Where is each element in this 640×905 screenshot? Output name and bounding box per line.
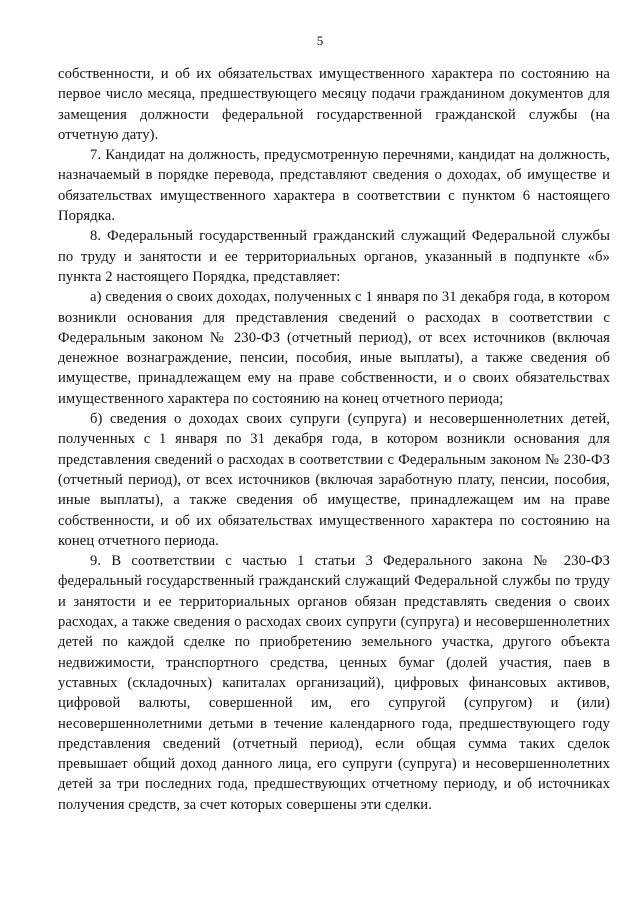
paragraph-9: 9. В соответствии с частью 1 статьи 3 Федерального закона № 230-ФЗ федеральный государственный гражданский служащий Федеральной службы по труду и занятости и ее территориальных органов обязан представлять сведения о своих расходах, а также сведения о расходах своих супруги (супруга) и несовершеннолетних детей по каждой сделке по приобретению земельного участка, другого объекта недвижимости, транспортного средства, ценных бумаг (долей участия, паев в уставных (складочных) капиталах организаций), цифровых финансовых активов, цифровой валюты, совершенной им, его супругой (супругом) и (или) несовершеннолетними детьми в течение календарного года, предшествующего году представления сведений (отчетный период), если общая сумма таких сделок превышает общий доход данного лица, его супруги (супруга) и несовершеннолетних детей за три последних года, предшествующих отчетному периоду, и об источниках получения средств, за счет которых совершены эти сделки. <box>58 553 610 813</box>
document-body <box>58 64 610 815</box>
paragraph-8: 8. Федеральный государственный гражданский служащий Федеральной службы по труду и занятости и ее территориальных органов, указанный в подпункте «б» пункта 2 настоящего Порядка, представляет: <box>58 228 610 285</box>
paragraph-7: 7. Кандидат на должность, предусмотренную перечнями, кандидат на должность, назначаемый в порядке перевода, представляют сведения о доходах, об имуществе и обязательствах имущественного характера в соответствии с пунктом 6 настоящего Порядка. <box>58 147 610 225</box>
page-number: 5 <box>316 33 324 48</box>
paragraph-continuation: собственности, и об их обязательствах имущественного характера по состоянию на первое число месяца, предшествующего месяцу подачи гражданином документов для замещения должности федеральной государственной гражданской службы (на отчетную дату). <box>58 66 610 143</box>
paragraph-8a: а) сведения о своих доходах, полученных с 1 января по 31 декабря года, в котором возникли основания для представления сведений о расходах в соответствии с Федеральным законом № 230-ФЗ (отчетный период), от всех источников (включая денежное вознаграждение, пенсии, пособия, иные выплаты), а также сведения об имуществе, принадлежащем ему на праве собственности, и о своих обязательствах имущественного характера по состоянию на конец отчетного периода; <box>58 289 610 407</box>
paragraph-8b: б) сведения о доходах своих супруги (супруга) и несовершеннолетних детей, полученных с 1 января по 31 декабря года, в котором возникли основания для представления сведений о расходах в соответствии с Федеральным законом № 230-ФЗ (отчетный период), от всех источников (включая заработную плату, пенсии, пособия, иные выплаты), а также сведения об имуществе, принадлежащем им на праве собственности, и об их обязательствах имущественного характера по состоянию на конец отчетного периода. <box>58 411 610 549</box>
